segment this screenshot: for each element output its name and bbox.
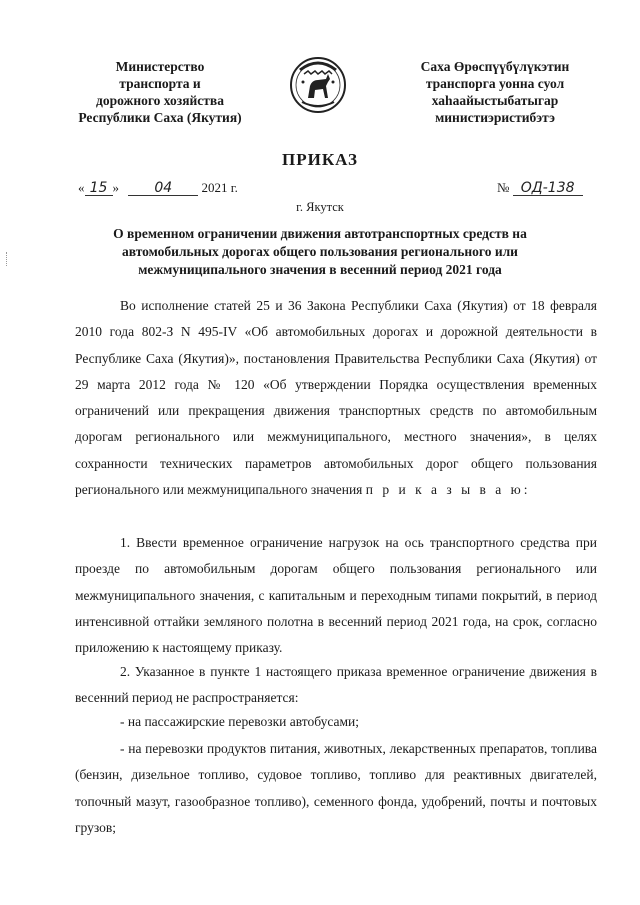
order-number [497, 180, 583, 196]
paragraph-item-2: 2. Указанное в пункте 1 настоящего приказа временное ограничение движения в весенний период не распространяется: [75, 664, 597, 706]
order-city: г. Якутск [296, 200, 344, 214]
order-month: 04 [128, 181, 198, 196]
order-date: « 15 » 04 2021 г. [78, 180, 238, 196]
ministry-sakha-line: хаһаайыстыбатыгар [431, 93, 559, 108]
ministry-sakha-line: Саха Өрөспүүбүлүкэтин [420, 59, 570, 74]
ministry-sakha-line: транспорга уонна суол [425, 76, 565, 91]
ministry-ru-line: Республики Саха (Якутия) [78, 110, 242, 125]
preamble-text: Во исполнение статей 25 и 36 Закона Республики Саха (Якутия) от 18 февраля 2010 года 802-З N 495-IV «Об автомобильных дорогах и дорожной деятельности в Республике Саха (Якутия)», постановления Правительства Республики Саха (Якутия) от 29 марта 2012 года № 120 «Об утверждении Порядка осуществления временных ограничений или прекращения движения транспортных средств по автомобильным дорогам регионального или межмуниципального, местного значения», в целях сохранности технических параметров автомобильных дорог общего пользования регионального или межмуниципального значения [75, 298, 597, 498]
paragraph-exception-buses: - на пассажирские перевозки автобусами; [120, 714, 360, 729]
paragraph-preamble [75, 293, 597, 503]
paragraph-item-1: 1. Ввести временное ограничение нагрузок на ось транспортного средства при проезде по автомобильным дорогам общего пользования регионального или межмуниципального значения, с капитальным и переходным типами покрытий, в период интенсивной оттайки земляного полотна в весенний период 2021 года, на срок, согласно приложению к настоящему приказу. [75, 535, 597, 656]
ministry-name-ru [60, 58, 260, 126]
order-year: 2021 г. [201, 180, 238, 195]
coat-of-arms-icon [288, 52, 348, 118]
paragraph-exception-goods: - на перевозки продуктов питания, животных, лекарственных препаратов, топлива (бензин, дизельное топливо, судовое топливо, топливо для реактивных двигателей, топочный мазут, газообразное топливо), семенного фонда, удобрений, почты и почтовых грузов; [75, 741, 597, 835]
ministry-ru-line: транспорта и [119, 76, 201, 91]
order-number-prefix: № [497, 180, 510, 195]
order-subject: О временном ограничении движения автотранспортных средств на автомобильных дорогах общего пользования регионального или межмуниципального значения в весенний период 2021 года [113, 226, 527, 277]
order-number-value: ОД-138 [513, 181, 583, 196]
order-day: 15 [85, 181, 113, 196]
scan-margin-mark [6, 252, 9, 266]
document-title: ПРИКАЗ [282, 150, 358, 169]
ministry-ru-line: Министерство [115, 59, 205, 74]
ministry-name-sakha [395, 58, 595, 126]
ministry-ru-line: дорожного хозяйства [96, 93, 224, 108]
ministry-sakha-line: министиэристибэтэ [435, 110, 555, 125]
order-directive: п р и к а з ы в а ю: [365, 482, 531, 498]
